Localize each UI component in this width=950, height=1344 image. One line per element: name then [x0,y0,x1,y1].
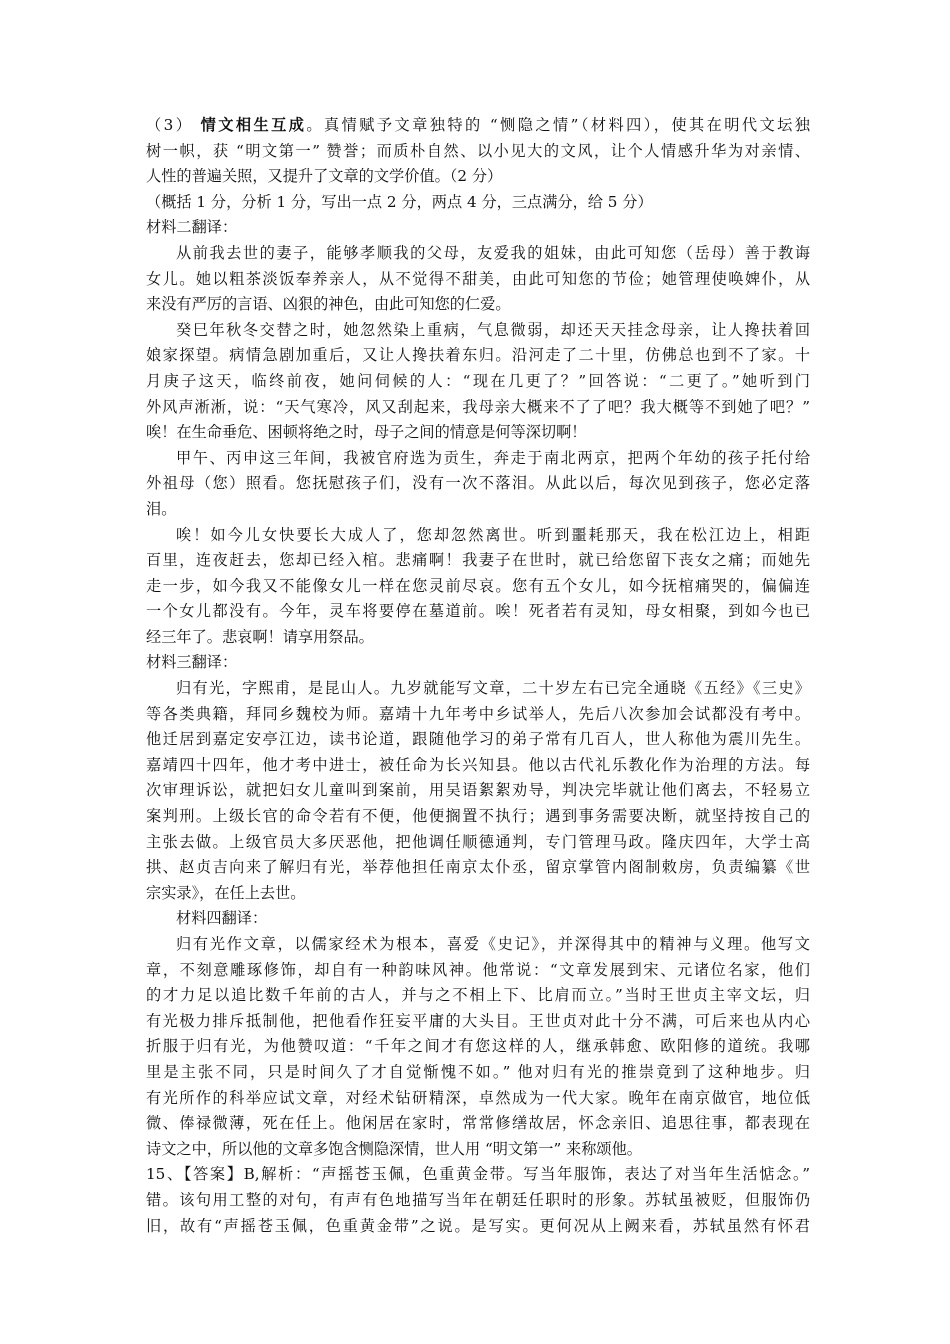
text-line: 外风声淅淅，说：“天气寒冷，风又刮起来，我母亲大概来不了了吧？我大概等不到她了吧？” [146,397,810,416]
text-line: 有光极力排斥抵制他，把他看作狂妄平庸的大头目。王世贞对此十分不满，可后来也从内心 [146,1011,810,1030]
text-line: 经三年了。悲哀啊！请享用祭品。 [146,627,374,646]
document-body [146,113,810,1239]
text-line: 等各类典籍，拜同乡魏校为师。嘉靖十九年考中乡试举人，先后八次参加会试都没有考中。 [146,704,810,723]
text-line: 次审理诉讼，就把妇女儿童叫到案前，用吴语絮絮劝导，判决完毕就让他们离去，不轻易立 [146,781,810,800]
text-line: 嘉靖四十四年，他才考中进士，被任命为长兴知县。他以古代礼乐教化作为治理的方法。每 [146,755,810,774]
text-line: 泪。 [146,499,177,518]
text-line: （3） 情文相生互成。真情赋予文章独特的 “恻隐之情”（材料四），使其在明代文坛独 [146,116,810,134]
text-line: 月庚子这天，临终前夜，她问伺候的人：“现在几更了？”回答说：“二更了。”她听到门 [146,371,810,390]
text-line: 折服于归有光，为他赞叹道：“千年之间才有您这样的人，继承韩愈、欧阳修的道统。我哪 [146,1037,810,1056]
text-line: 他迁居到嘉定安亭江边，读书论道，跟随他学习的弟子常有几百人，世人称他为震川先生。 [146,730,810,749]
text-line: 一个女儿都没有。今年，灵车将要停在墓道前。唉！死者若有灵知，母女相聚，到如今也已 [146,602,810,621]
text-line: 案判刑。上级长官的命令若有不便，他便搁置不执行；遇到事务需要决断，就坚持按自己的 [146,807,810,826]
text-line: 女儿。她以粗茶淡饭奉养亲人，从不觉得不甜美，由此可知您的节俭；她管理使唤婢仆，从 [146,269,810,288]
text-line: 的才力足以追比数千年前的古人，并与之不相上下、比肩而立。”当时王世贞主宰文坛，归 [146,986,810,1005]
text-line: 微、俸禄微薄，死在任上。他闲居在家时，常常修缮故居，怀念亲旧、追思往事，都表现在 [146,1114,810,1133]
text-line: 诗文之中，所以他的文章多饱含恻隐深情，世人用 “明文第一” 来称颂他。 [146,1139,642,1158]
text-line: 甲午、丙申这三年间，我被官府选为贡生，奔走于南北两京，把两个年幼的孩子托付给 [176,448,810,467]
text-line: 宗实录》，在任上去世。 [146,883,306,902]
text-line: 唉！在生命垂危、困顿将绝之时，母子之间的情意是何等深切啊！ [146,423,587,442]
text-line: 归有光作文章，以儒家经术为根本，喜爱《史记》，并深得其中的精神与义理。他写文 [176,935,810,953]
text-line: 里是主张不同，只是时间久了才自觉惭愧不如。” 他对归有光的推崇竟到了这种地步。归 [146,1062,810,1081]
text-line: 主张去做。上级官员大多厌恶他，把他调任顺德通判，专门管理马政。隆庆四年，大学士高 [146,832,810,851]
text-line: 有光所作的科举应试文章，对经术钻研精深，卓然成为一代大家。晚年在南京做官，地位低 [146,1088,810,1107]
text-line: 癸巳年秋冬交替之时，她忽然染上重病，气息微弱，却还天天挂念母亲，让人搀扶着回 [176,320,810,339]
text-line: 百里，连夜赶去，您却已经入棺。悲痛啊！我妻子在世时，就已给您留下丧女之痛；而她先 [146,551,810,570]
text-line: 从前我去世的妻子，能够孝顺我的父母，友爱我的姐妹，由此可知您（岳母）善于教诲 [176,243,810,262]
text-line: 材料四翻译： [176,909,268,928]
text-line: 15、【答案】B,解析：“声摇苍玉佩，色重黄金带。写当年服饰，表达了对当年生活惦念。” [146,1165,810,1184]
text-line: 唉！如今儿女快要长大成人了，您却忽然离世。听到噩耗那天，我在松江边上，相距 [176,525,810,544]
text-line: （概括 1 分，分析 1 分，写出一点 2 分，两点 4 分，三点满分，给 5 分） [146,192,653,211]
text-line: 错。该句用工整的对句，有声有色地描写当年在朝廷任职时的形象。苏轼虽被贬，但服饰仍 [146,1190,810,1209]
text-line: 材料三翻译： [146,653,238,672]
text-line: 来没有严厉的言语、凶狠的神色，由此可知您的仁爱。 [146,295,511,314]
text-line: 娘家探望。病情急剧加重后，又让人搀扶着东归。沿河走了二十里，仿佛总也到不了家。十 [146,346,810,365]
text-line: 人性的普遍关照，又提升了文章的文学价值。（2 分） [146,167,503,186]
text-line: 拱、赵贞吉向来了解归有光，举荐他担任南京太仆丞，留京掌管内阁制敕房，负责编纂《世 [146,858,810,877]
text-line: 外祖母（您）照看。您抚慰孩子们，没有一次不落泪。从此以后，每次见到孩子，您必定落 [146,474,810,493]
text-line: 旧，故有“声摇苍玉佩，色重黄金带”之说。是写实。更何况从上阙来看，苏轼虽然有怀君 [146,1216,810,1235]
text-line: 章，不刻意雕琢修饰，却自有一种韵味风神。他常说：“文章发展到宋、元诸位名家，他们 [146,960,810,979]
text-line: 走一步，如今我又不能像女儿一样在您灵前尽哀。您有五个女儿，如今抚棺痛哭的，偏偏连 [146,576,810,595]
text-line: 归有光，字熙甫，是昆山人。九岁就能写文章，二十岁左右已完全通晓《五经》《三史》 [176,679,810,698]
text-line: 材料二翻译： [146,218,238,237]
text-line: 树一帜，获 “明文第一” 赞誉；而质朴自然、以小见大的文风，让个人情感升华为对亲情、 [146,141,810,160]
